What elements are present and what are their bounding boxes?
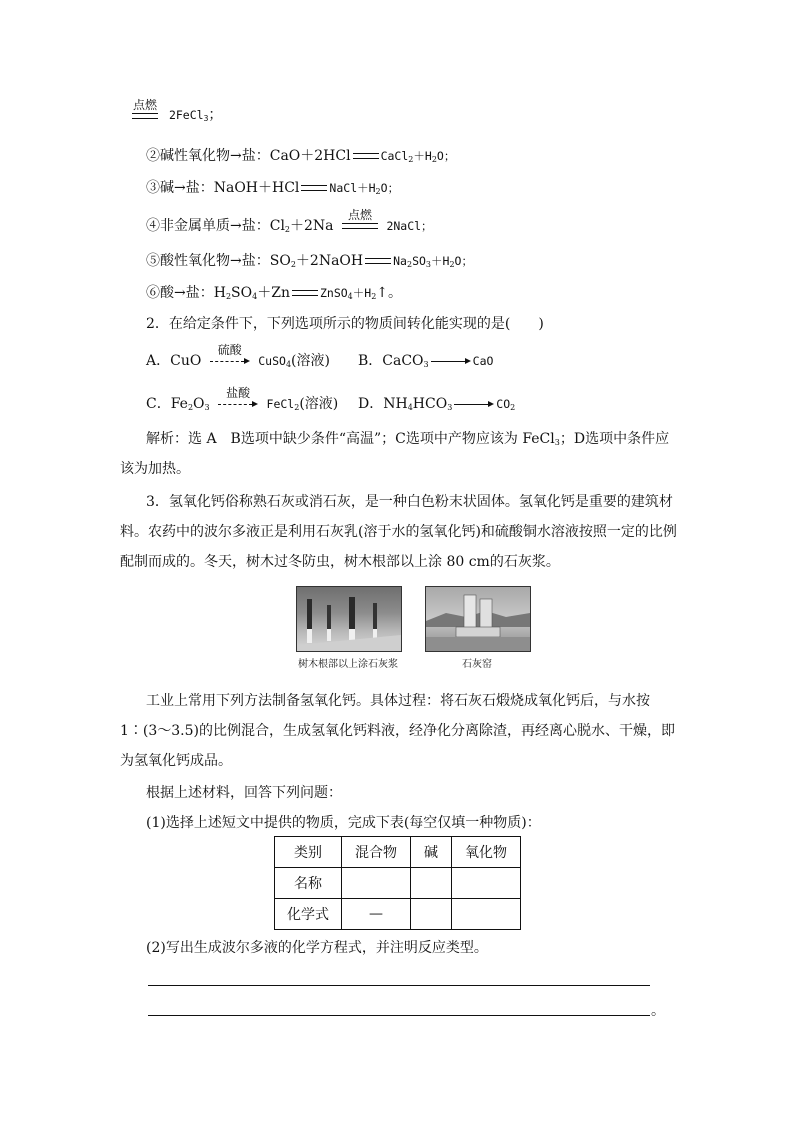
- process-line-1: 工业上常用下列方法制备氢氧化钙。具体过程：将石灰石煅烧成氧化钙后，与水按: [146, 693, 650, 709]
- option-d: D．$NH_4HCO_3$ $CO_2$: [358, 396, 516, 412]
- table-cell[interactable]: [342, 868, 411, 899]
- table-row: [275, 899, 521, 930]
- salt-route-6: ⑥酸→盐：$H_2SO_4+Zn$ $ZnSO_4+H_2↑$。: [146, 285, 403, 301]
- question-2: 2．在给定条件下，下列选项所示的物质间转化能实现的是( ): [146, 316, 544, 332]
- table-header: 类别: [275, 837, 342, 868]
- question-3-line-3: 配制而成的。冬天，树木过冬防虫，树木根部以上涂 80 cm的石灰浆。: [120, 554, 560, 570]
- equation-continuation: 点燃 2FeCl$_3$；: [128, 104, 222, 124]
- end-punctuation: 。: [651, 1003, 665, 1019]
- analysis-line-1: 解析：选 A B选项中缺少条件“高温”；C选项中产物应该为 FeCl$_3$；D选项中条件应: [146, 431, 670, 447]
- tree-lime-photo: [296, 586, 402, 652]
- analysis-line-2: 该为加热。: [120, 461, 190, 477]
- reaction-condition: 点燃: [338, 218, 382, 234]
- table-cell: 化学式: [275, 899, 342, 930]
- table-header: 氧化物: [452, 837, 521, 868]
- option-c: C．$Fe_2O_3$ 盐酸 FeCl$_2$(溶液): [146, 386, 339, 412]
- table-cell[interactable]: [411, 868, 452, 899]
- table-cell[interactable]: [452, 899, 521, 930]
- table-cell: 名称: [275, 868, 342, 899]
- lime-kiln-photo: [425, 586, 531, 652]
- table-header: 混合物: [342, 837, 411, 868]
- question-3-line-1: 3．氢氧化钙俗称熟石灰或消石灰，是一种白色粉末状固体。氢氧化钙是重要的建筑材: [146, 494, 673, 510]
- photo-caption-right: 石灰窑: [462, 659, 492, 670]
- salt-route-4: ④非金属单质→盐：$Cl_2+2Na$ 点燃 2NaCl；: [146, 208, 433, 234]
- classification-table: [274, 836, 521, 930]
- answer-intro: 根据上述材料，回答下列问题：: [146, 785, 342, 801]
- salt-route-5: ⑤酸性氧化物→盐：$SO_2+2NaOH$ $Na_2SO_3+H_2O$；: [146, 253, 473, 269]
- process-line-3: 为氢氧化钙成品。: [120, 753, 232, 769]
- table-row: [275, 868, 521, 899]
- reaction-condition: 硫酸: [206, 353, 254, 369]
- table-cell[interactable]: [452, 868, 521, 899]
- table-cell[interactable]: [411, 899, 452, 930]
- option-a: A．CuO 硫酸 CuSO$_4$(溶液): [146, 343, 330, 369]
- reaction-condition: 点燃: [128, 108, 162, 122]
- salt-route-2: ②碱性氧化物→盐：CaO＋2HCl $CaCl_2+H_2O$；: [146, 148, 456, 164]
- question-3-line-2: 料。农药中的波尔多液正是利用石灰乳(溶于水的氢氧化钙)和硫酸铜水溶液按照一定的比例: [120, 524, 677, 540]
- option-b: B．CaCO$_3$ CaO: [358, 353, 494, 369]
- sub-question-1: (1)选择上述短文中提供的物质，完成下表(每空仅填一种物质)：: [146, 815, 541, 831]
- process-line-2: 1∶(3～3.5)的比例混合，生成氢氧化钙料液，经净化分离除渣，再经离心脱水、干燥，即: [120, 723, 676, 739]
- photo-caption-left: 树木根部以上涂石灰浆: [298, 659, 398, 670]
- answer-line-1[interactable]: [148, 985, 650, 986]
- table-cell: —: [342, 899, 411, 930]
- answer-line-2[interactable]: [148, 1015, 650, 1016]
- table-header: 碱: [411, 837, 452, 868]
- reaction-condition: 盐酸: [214, 396, 262, 412]
- salt-route-3: ③碱→盐：NaOH＋HCl $NaCl+H_2O$；: [146, 180, 400, 196]
- sub-question-2: (2)写出生成波尔多液的化学方程式，并注明反应类型。: [146, 940, 488, 956]
- table-header-row: [275, 837, 521, 868]
